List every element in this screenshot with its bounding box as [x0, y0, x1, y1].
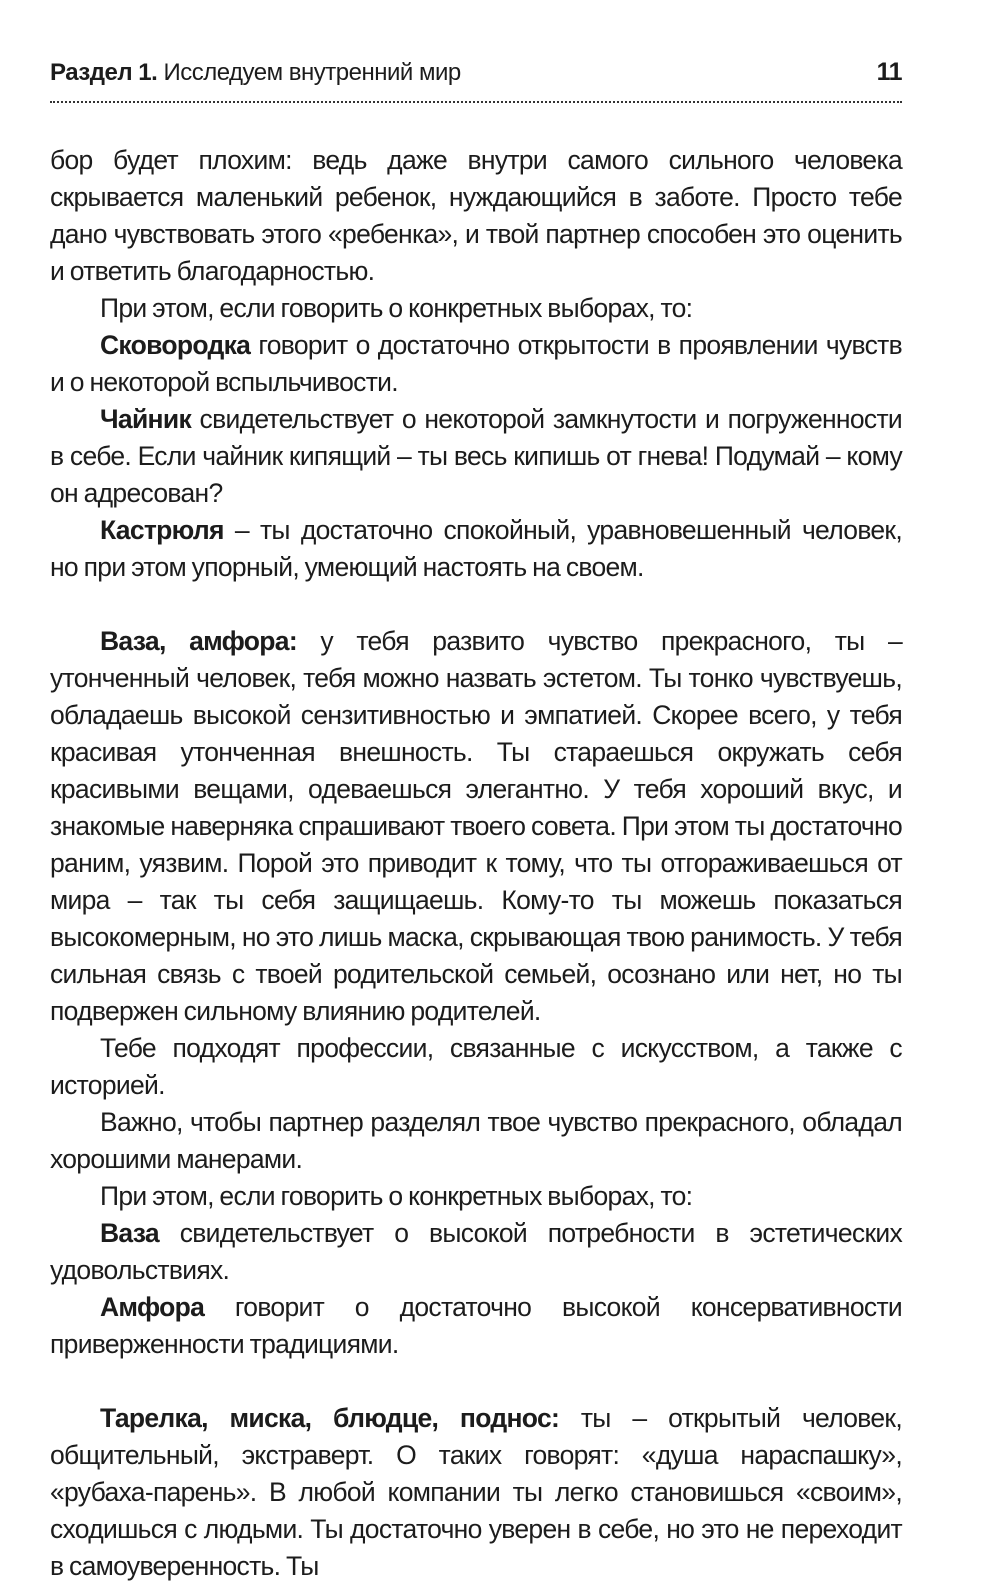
paragraph: Ваза, амфора: у тебя развито чувство прекрасного, ты – утонченный человек, тебя можно назвать эстетом. Ты тонко чувствуешь, обладаешь высокой сензитивностью и эмпатией. Скорее всего, у тебя красивая утонченная внешность. Ты стараешься окружать себя красивыми вещами, одеваешься элегантно. У тебя хороший вкус, и знакомые наверняка спрашивают твоего совета. При этом ты достаточно раним, уязвим. Порой это приводит к тому, что ты отгораживаешься от мира – так ты себя защищаешь. Кому-то ты можешь показаться высокомерным, но это лишь маска, скрывающая твою ранимость. У тебя сильная связь с твоей родительской семьей, осознано или нет, но ты подвержен сильному влиянию родителей.: [50, 626, 902, 1026]
paragraph: При этом, если говорить о конкретных выборах, то:: [100, 293, 693, 323]
paragraph: Тарелка, миска, блюдце, поднос: ты – открытый человек, общительный, экстраверт. О таких говорят: «душа нараспашку», «рубаха-парень». В любой компании ты легко становишься «своим», сходишься с людьми. Ты достаточно уверен в себе, но это не переходит в самоуверенность. Ты: [50, 1403, 902, 1581]
paragraph: Чайник свидетельствует о некоторой замкнутости и погруженности в себе. Если чайник кипящий – ты весь кипишь от гнева! Подумай – кому он адресован?: [50, 404, 902, 508]
section-title: Исследуем внутренний мир: [157, 59, 461, 86]
paragraph: Сковородка говорит о достаточно открытости в проявлении чувств и о некоторой вспыльчивости.: [50, 330, 902, 397]
section-heading: [50, 59, 461, 87]
term-bold: Кастрюля: [100, 515, 224, 545]
running-header: [50, 58, 902, 87]
paragraph: Важно, чтобы партнер разделял твое чувство прекрасного, обладал хорошими манерами.: [50, 1107, 902, 1174]
page-number: 11: [876, 58, 902, 86]
paragraph: Амфора говорит о достаточно высокой консервативности приверженности традициями.: [50, 1292, 902, 1359]
paragraph: Ваза свидетельствует о высокой потребности в эстетических удовольствиях.: [50, 1218, 902, 1285]
term-bold: Ваза: [100, 1218, 159, 1248]
paragraph: При этом, если говорить о конкретных выборах, то:: [100, 1181, 693, 1211]
term-bold: Амфора: [100, 1292, 205, 1322]
section-label: Раздел 1.: [50, 59, 158, 86]
term-bold: Тарелка, миска, блюдце, поднос:: [100, 1403, 560, 1433]
body-text: [50, 142, 902, 1585]
header-divider: [50, 101, 902, 103]
paragraph: бор будет плохим: ведь даже внутри самого сильного человека скрывается маленький ребенок, нуждающийся в заботе. Просто тебе дано чувствовать этого «ребенка», и твой партнер способен это оценить и ответить благодарностью.: [50, 145, 902, 286]
paragraph: Кастрюля – ты достаточно спокойный, уравновешенный человек, но при этом упорный, умеющий настоять на своем.: [50, 515, 902, 582]
term-bold: Сковородка: [100, 330, 251, 360]
term-bold: Чайник: [100, 404, 192, 434]
paragraph: Тебе подходят профессии, связанные с искусством, а также с историей.: [50, 1033, 902, 1100]
term-bold: Ваза, амфора:: [100, 626, 297, 656]
